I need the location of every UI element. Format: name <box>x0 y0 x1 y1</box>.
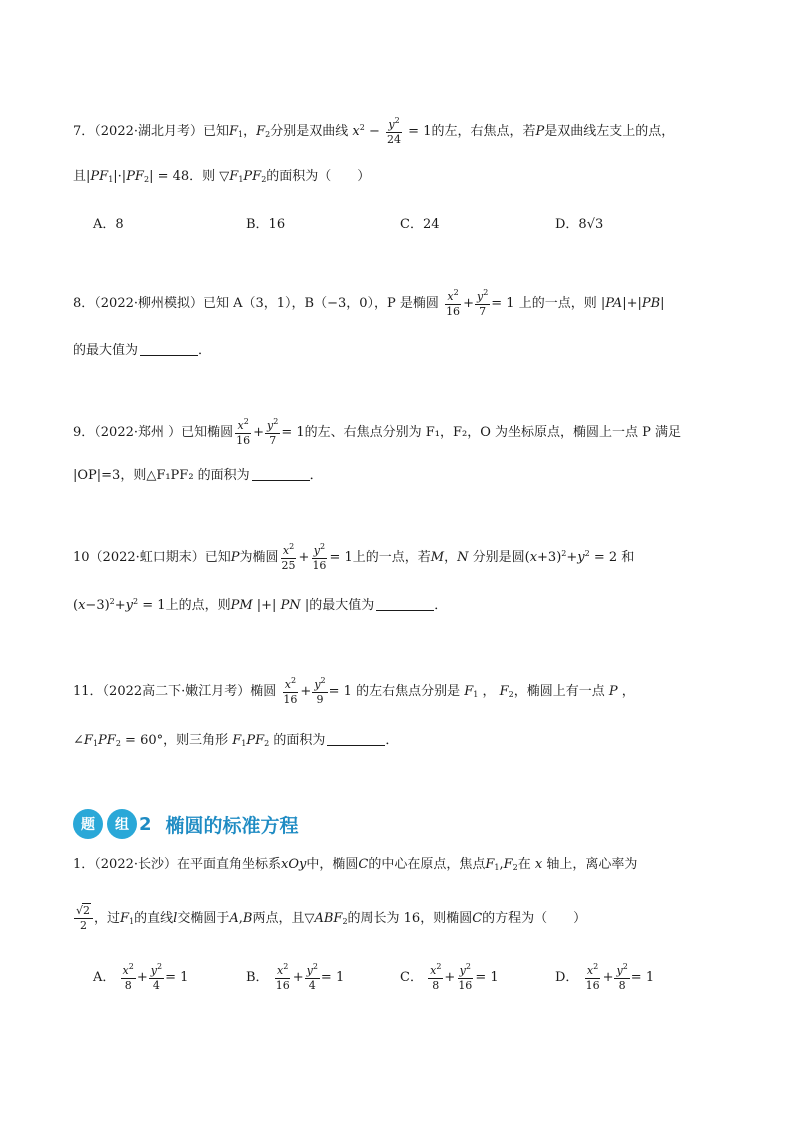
section-title: 椭圆的标准方程 <box>165 814 299 837</box>
answer-blank[interactable] <box>376 610 434 611</box>
fraction: $\frac{x^2}{8}$ <box>430 962 442 993</box>
fraction: $\frac{x^2}{16}$ <box>236 417 251 448</box>
option-b: B．16 <box>246 217 286 232</box>
option-c: C．24 <box>400 217 440 232</box>
answer-blank[interactable] <box>140 355 198 356</box>
fraction: $\frac{y^2}{9}$ <box>314 676 326 707</box>
fraction: $\frac{y^2}{16}$ <box>458 962 473 993</box>
s1-line1: 1．（2022·长沙）在平面直角坐标系xOy中，椭圆C的中心在原点，焦点$F_1,F_2$在 x 轴上，离心率为 <box>73 857 638 872</box>
s1-option-c: C． $\frac{x^2}{8}$ + $\frac{y^2}{16}$ = 1 <box>400 962 499 993</box>
q9-line1: 9．（2022·郑州 ）已知椭圆 $\frac{x^2}{16}$ + $\frac{y^2}{7}$ = 1的左、右焦点分别为 F₁，F₂，O 为坐标原点，椭圆上一点 P 满足 <box>73 417 682 448</box>
fraction: $\frac{y^2}{4}$ <box>306 962 318 993</box>
q11-line1: 11．（2022高二下·嫩江月考）椭圆 $\frac{x^2}{16}$ + $\frac{y^2}{9}$ = 1 的左右焦点分别是 $F_1$ ， $F_2$，椭圆上有一点 P ， <box>73 676 635 707</box>
q10-line1: 10（2022·虹口期末）已知P为椭圆 $\frac{x^2}{25}$ + $\frac{y^2}{16}$ = 1上的一点，若M，N 分别是圆$(x+3)^2+y^2 = 2$ 和 <box>73 542 635 573</box>
fraction: $\frac{y^2}{4}$ <box>150 962 163 993</box>
section-number: 2 <box>139 813 152 835</box>
fraction: $\frac{y^2}{7}$ <box>267 417 279 448</box>
section-badge-1: 题 <box>73 809 103 839</box>
fraction: $\frac{x^2}{16}$ <box>446 288 461 319</box>
fraction: $\frac{√2}{2}$ <box>74 905 93 932</box>
fraction: $\frac{y^2}{16}$ <box>312 542 327 573</box>
fraction: $\frac{x^2}{8}$ <box>122 962 134 993</box>
q11-line2: $\angle F_1PF_2 = 60^\circ$，则三角形 $F_1PF_2$ 的面积为 ． <box>73 733 399 748</box>
q8-line2: 的最大值为 ． <box>73 343 212 358</box>
fraction: $\frac{x^2}{16}$ <box>283 676 298 707</box>
s1-option-b: B． $\frac{x^2}{16}$ + $\frac{y^2}{4}$ = 1 <box>246 962 345 993</box>
fraction: $\frac{x^2}{16}$ <box>585 962 600 993</box>
section-heading <box>73 808 299 840</box>
option-d: D．8√3 <box>555 217 604 232</box>
answer-blank[interactable] <box>252 480 310 481</box>
fraction: $\frac{y^2}{7}$ <box>476 288 489 319</box>
q7-line2: 且$|PF_1|\cdot|PF_2| = 48$．则 $▽F_1PF_2$的面积为（ ） <box>73 169 371 184</box>
fraction: $\frac{y^2}{8}$ <box>616 962 628 993</box>
s1-option-a: A． $\frac{x^2}{8}$ + $\frac{y^2}{4}$ = 1 <box>93 962 189 993</box>
s1-option-d: D． $\frac{x^2}{16}$ + $\frac{y^2}{8}$ = 1 <box>555 962 655 993</box>
fraction: $\frac{x^2}{25}$ <box>281 542 296 573</box>
q7-line1: 7．（2022·湖北月考）已知$F_1$，$F_2$分别是双曲线 $x^2$ − $\frac{y^2}{24}$ = 1的左，右焦点，若P是双曲线左支上的点， <box>73 116 675 147</box>
fraction: $\frac{x^2}{16}$ <box>275 962 290 993</box>
option-a: A．8 <box>93 217 124 232</box>
s1-line2: $\frac{√2}{2}$ ，过$F_1$的直线l交椭圆于A,B两点，且$▽ABF_2$的周长为 16，则椭圆C的方程为（ ） <box>76 904 587 933</box>
q9-line2: |OP|=3，则△F₁PF₂ 的面积为 ． <box>73 468 323 483</box>
fraction: $\frac{y^2}{24}$ <box>387 116 402 147</box>
q8-line1: 8．（2022·柳州模拟）已知 A（3，1），B（−3，0），P 是椭圆 $\frac{x^2}{16}$ + $\frac{y^2}{7}$ = 1 上的一点，则 |PA|+|PB| <box>73 288 665 319</box>
section-badge-2: 组 <box>107 809 137 839</box>
q10-line2: $(x-3)^2+y^2 = 1$上的点，则PM |+| PN |的最大值为 ． <box>73 597 448 613</box>
answer-blank[interactable] <box>327 745 385 746</box>
